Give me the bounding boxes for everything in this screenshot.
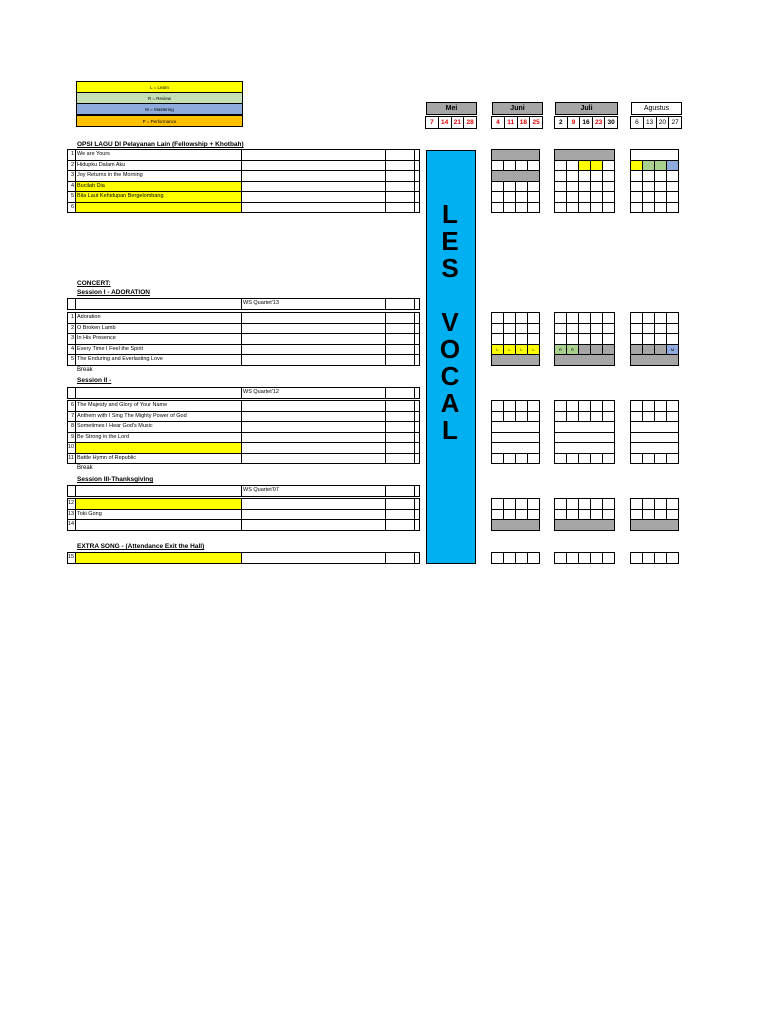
extra-cell[interactable] bbox=[385, 453, 415, 465]
legend-mastering: M = Mastering bbox=[76, 103, 243, 115]
grid-extra-agustus bbox=[631, 553, 679, 564]
note-cell[interactable] bbox=[241, 354, 386, 366]
month-juli: Juli bbox=[555, 102, 618, 115]
song-title[interactable]: O Broken Lamb bbox=[75, 323, 242, 335]
row-number: 13 bbox=[67, 509, 76, 521]
date-cell: 30 bbox=[604, 116, 618, 129]
grid-s2-agustus bbox=[631, 401, 679, 464]
extra-cell[interactable] bbox=[385, 202, 415, 214]
ws07-header-row bbox=[68, 486, 420, 497]
legend-review: R = Review bbox=[76, 92, 243, 104]
schedule-cell[interactable] bbox=[491, 354, 540, 366]
table-row bbox=[68, 520, 420, 531]
song-title[interactable]: Be Strong in the Lord bbox=[75, 432, 242, 444]
banner-letter: O bbox=[439, 334, 463, 364]
month-mei: Mei bbox=[426, 102, 477, 115]
grid-extra-juni bbox=[492, 553, 540, 564]
grid-s3-juli bbox=[555, 499, 615, 531]
date-cell: 27 bbox=[668, 116, 682, 129]
date-cell: 21 bbox=[451, 116, 465, 129]
schedule-cell[interactable] bbox=[630, 519, 679, 531]
extra-cell bbox=[385, 298, 415, 310]
date-cell: 23 bbox=[592, 116, 606, 129]
date-cell: 28 bbox=[463, 116, 477, 129]
banner-letter: S bbox=[441, 253, 461, 283]
song-title[interactable]: Adoration bbox=[75, 312, 242, 324]
date-cell: 7 bbox=[425, 116, 439, 129]
extra-cell[interactable] bbox=[414, 354, 420, 366]
dates-juli bbox=[555, 116, 618, 129]
dates-mei bbox=[426, 116, 477, 129]
session3-table bbox=[68, 499, 420, 531]
schedule-cell[interactable] bbox=[602, 552, 615, 564]
grid-opsi-juli bbox=[555, 150, 615, 213]
row-number: 14 bbox=[67, 519, 76, 531]
note-cell: WS Quartet'07 bbox=[241, 485, 386, 497]
schedule-cell[interactable]: L bbox=[515, 344, 528, 356]
date-cell: 18 bbox=[517, 116, 531, 129]
date-cell: 14 bbox=[438, 116, 452, 129]
table-row bbox=[68, 203, 420, 214]
schedule-row bbox=[555, 454, 615, 465]
schedule-row bbox=[492, 520, 540, 531]
extra-cell[interactable] bbox=[385, 519, 415, 531]
schedule-cell[interactable]: R bbox=[554, 344, 567, 356]
extra-cell bbox=[414, 485, 420, 497]
song-cell bbox=[75, 298, 242, 310]
row-number: 9 bbox=[67, 432, 76, 444]
schedule-row bbox=[555, 203, 615, 214]
row-number: 11 bbox=[67, 453, 76, 465]
schedule-row bbox=[555, 355, 615, 366]
schedule-cell[interactable] bbox=[666, 552, 679, 564]
song-title[interactable]: In His Presence bbox=[75, 333, 242, 345]
table-row bbox=[68, 454, 420, 465]
song-cell bbox=[75, 387, 242, 399]
banner-letter: C bbox=[440, 361, 462, 391]
row-number: 7 bbox=[67, 411, 76, 423]
schedule-cell[interactable]: R bbox=[566, 344, 579, 356]
schedule-row bbox=[631, 520, 679, 531]
grid-s3-juni bbox=[492, 499, 540, 531]
extra-cell[interactable] bbox=[385, 552, 415, 564]
row-number: 1 bbox=[67, 312, 76, 324]
date-cell: 11 bbox=[504, 116, 518, 129]
banner-letter: V bbox=[441, 307, 461, 337]
schedule-cell[interactable] bbox=[527, 552, 540, 564]
date-cell: 20 bbox=[656, 116, 670, 129]
banner-letter: L bbox=[442, 199, 460, 229]
song-title[interactable]: Bucilah Dia bbox=[75, 181, 242, 193]
date-cell: 25 bbox=[529, 116, 543, 129]
table-row bbox=[68, 355, 420, 366]
note-cell: WS Quartet'13 bbox=[241, 298, 386, 310]
date-cell: 16 bbox=[579, 116, 593, 129]
song-cell bbox=[75, 485, 242, 497]
schedule-cell[interactable] bbox=[602, 202, 615, 214]
session1-title: Session I - ADORATION bbox=[77, 289, 150, 296]
month-juni: Juni bbox=[492, 102, 543, 115]
schedule-cell[interactable] bbox=[554, 519, 615, 531]
song-title[interactable]: The Enduring and Everlasting Love bbox=[75, 354, 242, 366]
date-cell: 6 bbox=[630, 116, 644, 129]
grid-extra-juli bbox=[555, 553, 615, 564]
date-cell: 4 bbox=[491, 116, 505, 129]
schedule-cell[interactable] bbox=[527, 453, 540, 465]
les-vocal-banner bbox=[426, 150, 476, 564]
note-cell[interactable] bbox=[241, 552, 386, 564]
song-title[interactable]: Hidupku Dalam Aku bbox=[75, 160, 242, 172]
dates-agustus bbox=[631, 116, 682, 129]
grid-opsi-juni bbox=[492, 150, 540, 213]
schedule-row bbox=[555, 520, 615, 531]
grid-s2-juli bbox=[555, 401, 615, 464]
extra-cell[interactable] bbox=[414, 552, 420, 564]
grid-s1-agustus bbox=[631, 313, 679, 366]
schedule-cell[interactable]: L bbox=[503, 344, 516, 356]
row-number: 15 bbox=[67, 552, 76, 564]
table-row bbox=[68, 553, 420, 564]
legend-learn: L = Learn bbox=[76, 81, 243, 93]
month-agustus: Agustus bbox=[631, 102, 682, 115]
schedule-cell[interactable] bbox=[602, 453, 615, 465]
row-number: 3 bbox=[67, 333, 76, 345]
break-label: Break bbox=[77, 367, 93, 373]
schedule-row bbox=[492, 355, 540, 366]
song-title[interactable]: The Majesty and Glory of Your Name bbox=[75, 400, 242, 412]
schedule-cell[interactable]: L bbox=[527, 344, 540, 356]
grid-s3-agustus bbox=[631, 499, 679, 531]
row-number: 4 bbox=[67, 181, 76, 193]
session1-table bbox=[68, 313, 420, 366]
opsi-table bbox=[68, 150, 420, 213]
row-number: 5 bbox=[67, 354, 76, 366]
ws12-header-row bbox=[68, 388, 420, 399]
extra-table bbox=[68, 553, 420, 564]
schedule-row bbox=[631, 355, 679, 366]
date-cell: 9 bbox=[567, 116, 581, 129]
note-cell[interactable] bbox=[241, 202, 386, 214]
song-title[interactable]: Sometimes I Hear God's Music bbox=[75, 421, 242, 433]
row-number: 2 bbox=[67, 160, 76, 172]
row-number: 5 bbox=[67, 191, 76, 203]
song-title[interactable]: Anthem with I Sing The Mighty Power of God bbox=[75, 411, 242, 423]
date-cell: 2 bbox=[554, 116, 568, 129]
song-title[interactable]: Joy Returns in the Morning bbox=[75, 170, 242, 182]
schedule-row bbox=[631, 203, 679, 214]
extra-cell[interactable] bbox=[414, 202, 420, 214]
legend-performance: P = Performance bbox=[76, 115, 243, 127]
grid-s1-juni bbox=[492, 313, 540, 366]
song-title[interactable] bbox=[75, 552, 242, 564]
extra-cell[interactable] bbox=[385, 354, 415, 366]
schedule-cell[interactable] bbox=[491, 519, 540, 531]
grid-s1-juli bbox=[555, 313, 615, 366]
schedule-cell[interactable] bbox=[666, 202, 679, 214]
song-title[interactable]: Battle Hymn of Republic bbox=[75, 453, 242, 465]
row-number: 2 bbox=[67, 323, 76, 335]
dates-juni bbox=[492, 116, 543, 129]
ws13-header-row bbox=[68, 299, 420, 312]
schedule-row bbox=[631, 553, 679, 564]
extra-cell bbox=[414, 387, 420, 399]
schedule-row bbox=[631, 454, 679, 465]
schedule-row bbox=[492, 454, 540, 465]
schedule-cell[interactable] bbox=[630, 354, 679, 366]
extra-cell[interactable] bbox=[414, 453, 420, 465]
song-title[interactable]: Every Time I Feel the Spirit bbox=[75, 344, 242, 356]
note-cell[interactable] bbox=[241, 519, 386, 531]
schedule-cell[interactable]: L bbox=[491, 344, 504, 356]
session2-table bbox=[68, 401, 420, 464]
row-number: 4 bbox=[67, 344, 76, 356]
song-title[interactable]: Toki Gong bbox=[75, 509, 242, 521]
break-label: Break bbox=[77, 465, 93, 471]
extra-cell bbox=[385, 387, 415, 399]
extra-cell bbox=[414, 298, 420, 310]
session2-title: Session II - bbox=[77, 377, 112, 384]
song-title[interactable] bbox=[75, 519, 242, 531]
schedule-row bbox=[555, 553, 615, 564]
banner-letter: A bbox=[440, 388, 462, 418]
row-number: 6 bbox=[67, 202, 76, 214]
concert-title: CONCERT: bbox=[77, 280, 111, 287]
row-number: 3 bbox=[67, 170, 76, 182]
opsi-title: OPSI LAGU DI Pelayanan Lain (Fellowship + Khotbah) bbox=[77, 141, 244, 148]
note-cell: WS Quartet'12 bbox=[241, 387, 386, 399]
note-cell[interactable] bbox=[241, 453, 386, 465]
row-number: 12 bbox=[67, 498, 76, 510]
song-title[interactable]: Bila Laut Kehidupan Bergelombang bbox=[75, 191, 242, 203]
extra-cell bbox=[385, 485, 415, 497]
session3-title: Session III-Thanksgiving bbox=[77, 476, 154, 483]
schedule-cell[interactable] bbox=[666, 453, 679, 465]
schedule-row bbox=[492, 553, 540, 564]
row-number: 1 bbox=[67, 149, 76, 161]
schedule-cell[interactable]: M bbox=[666, 344, 679, 356]
row-number: 8 bbox=[67, 421, 76, 433]
grid-opsi-agustus bbox=[631, 150, 679, 213]
schedule-cell[interactable] bbox=[527, 202, 540, 214]
schedule-row bbox=[492, 203, 540, 214]
row-number: 10 bbox=[67, 442, 76, 454]
schedule-cell[interactable] bbox=[554, 354, 615, 366]
grid-s2-juni bbox=[492, 401, 540, 464]
row-number: 6 bbox=[67, 400, 76, 412]
banner-letter: L bbox=[442, 415, 460, 445]
banner-letter: E bbox=[441, 226, 461, 256]
date-cell: 13 bbox=[643, 116, 657, 129]
extra-title: EXTRA SONG - (Attendance Exit the Hall) bbox=[77, 543, 205, 550]
extra-cell[interactable] bbox=[414, 519, 420, 531]
song-title[interactable]: We are Yours bbox=[75, 149, 242, 161]
song-title[interactable] bbox=[75, 202, 242, 214]
